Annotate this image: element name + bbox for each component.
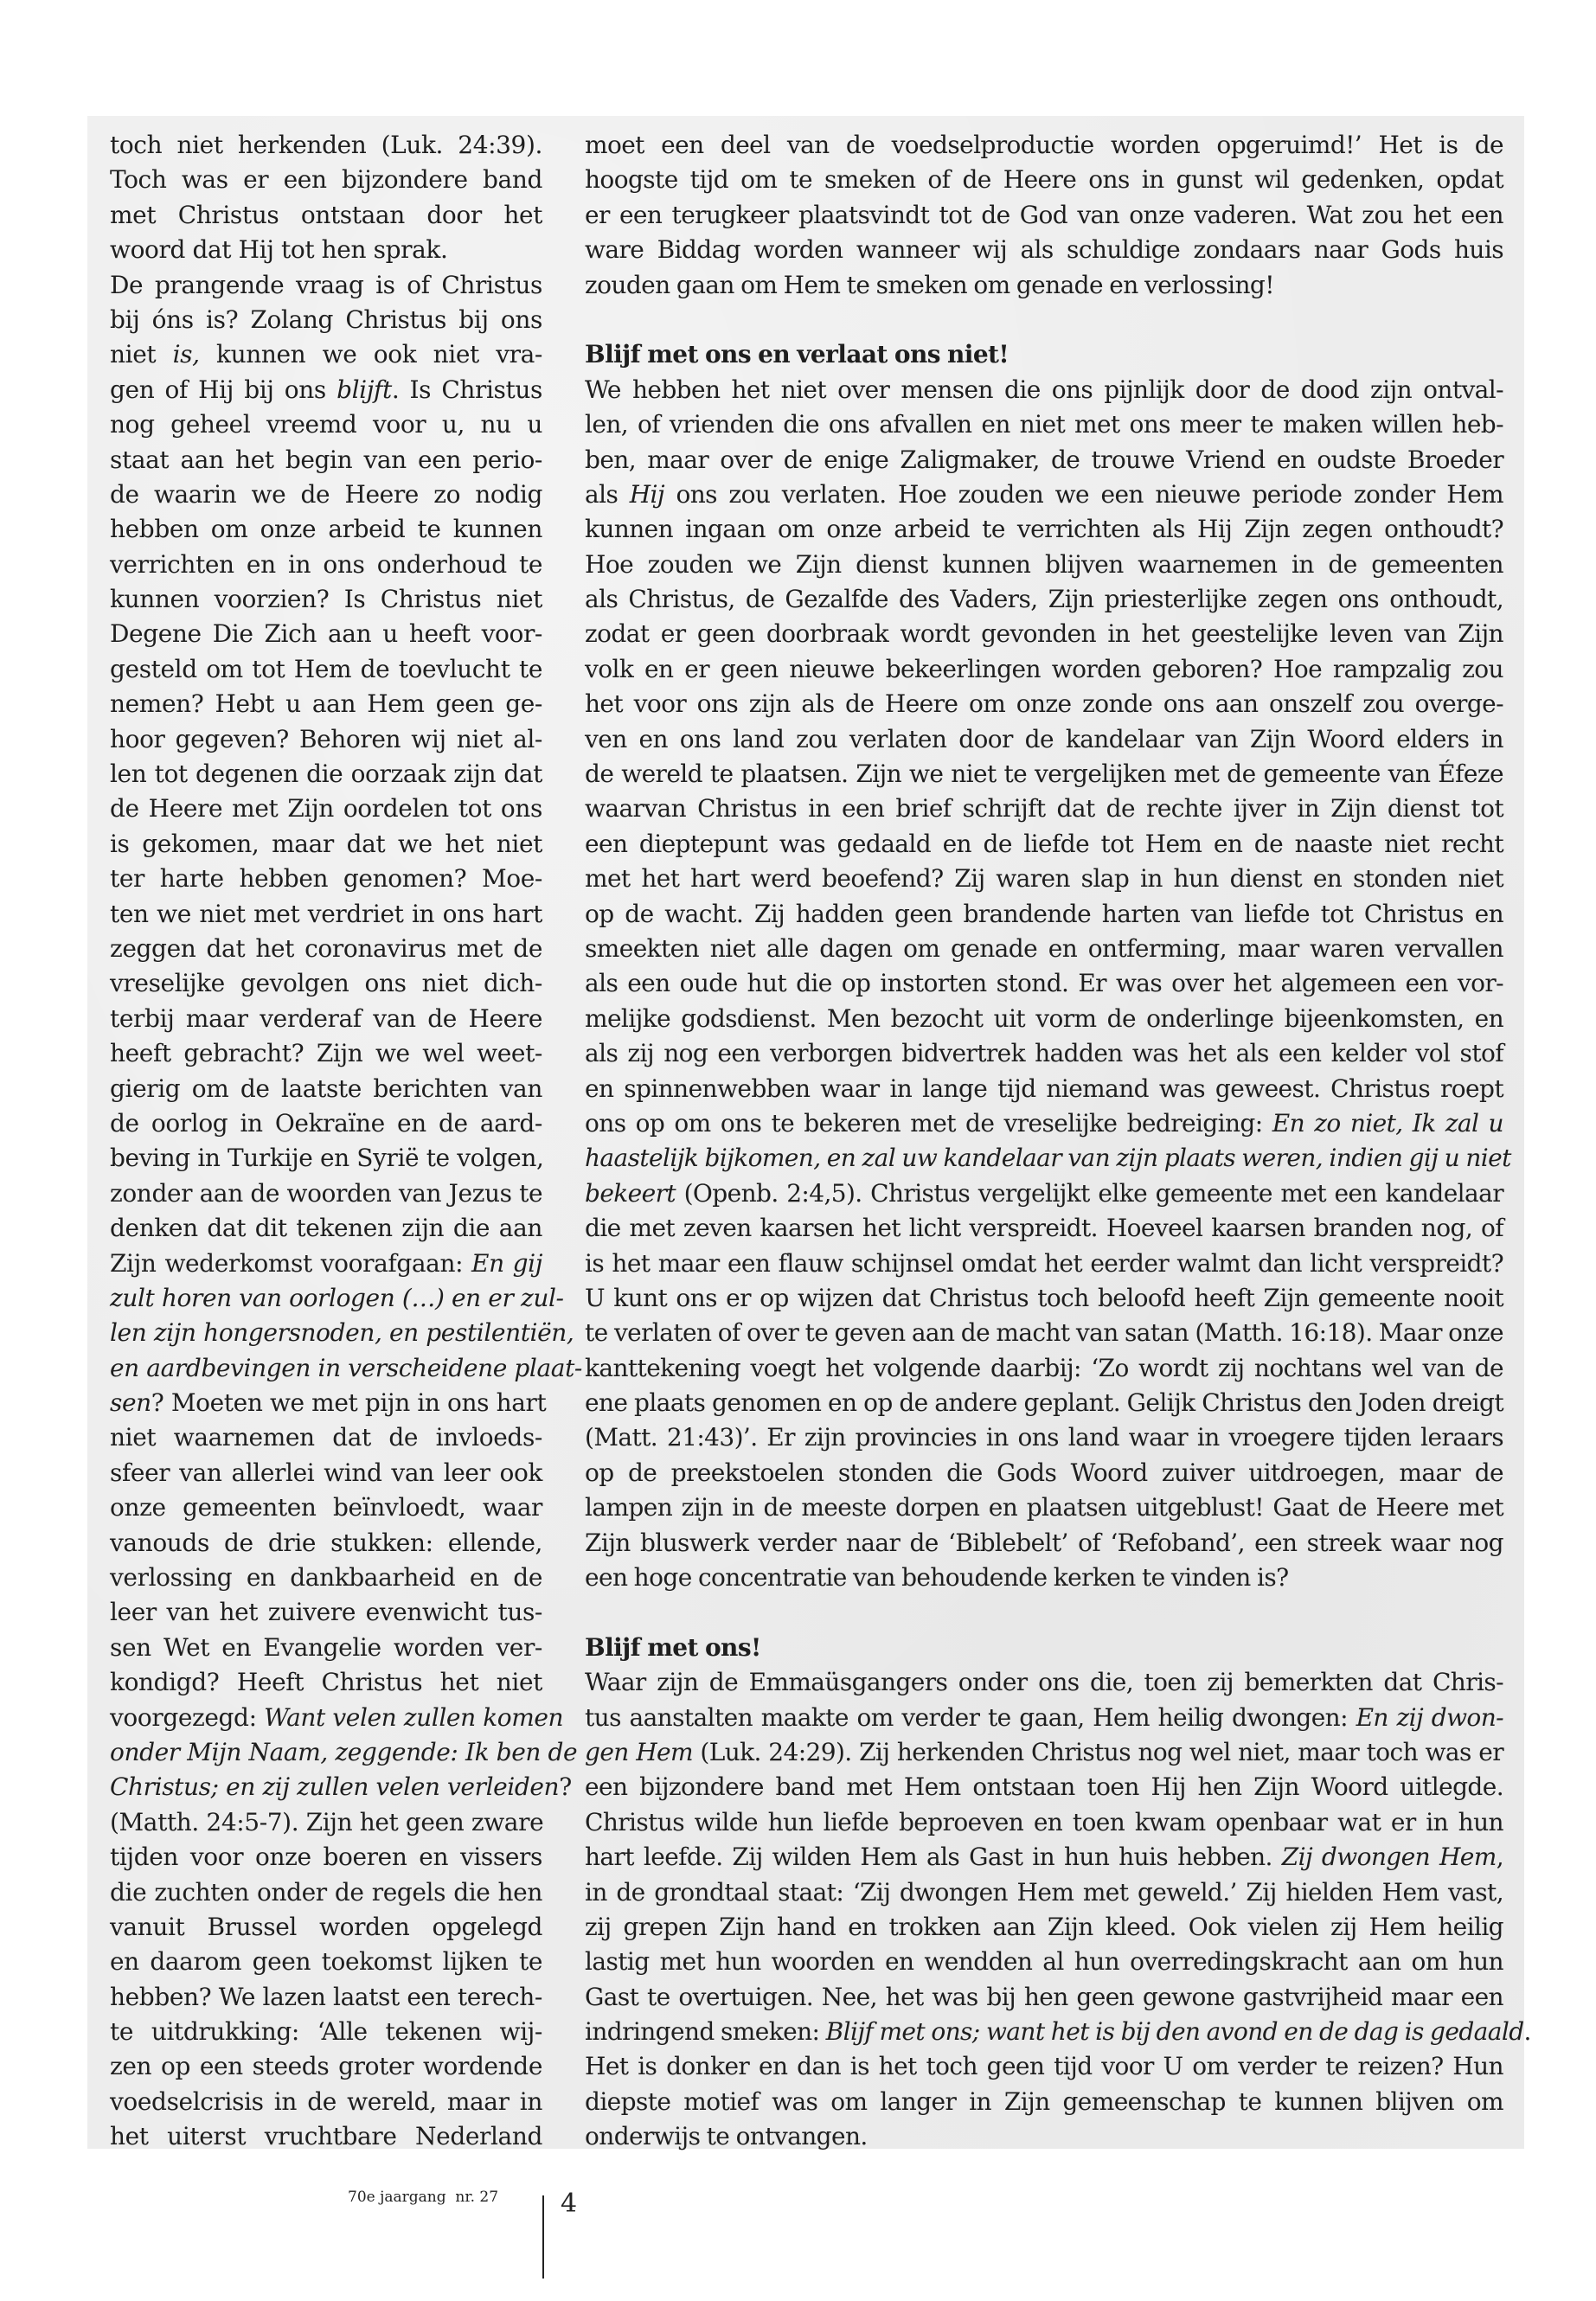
text-line: Toch was er een bijzondere band — [110, 165, 542, 195]
text-line: tijden voor onze boeren en vissers — [110, 1843, 542, 1872]
text-line: als zij nog een verborgen bidvertrek hadden was het als een kelder vol stof — [585, 1039, 1503, 1068]
text-line: zeggen dat het coronavirus met de — [110, 933, 542, 963]
text-line — [110, 1770, 572, 1804]
text-line: staat aan het begin van een perio- — [110, 445, 542, 474]
italic-quote: Zij dwongen Hem — [1281, 1843, 1497, 1872]
text-line: len, of vrienden die ons afvallen en niet met ons meer te maken willen heb- — [585, 410, 1503, 439]
text-line: nog geheel vreemd voor u, nu u — [110, 410, 542, 439]
text-run: , — [1496, 1843, 1503, 1872]
text-line: ene plaats genomen en op de andere geplant. Gelijk Christus den Joden dreigt — [585, 1388, 1503, 1418]
text-line: gesteld om tot Hem de toevlucht te — [110, 654, 542, 683]
text-run: hart leefde. Zij wilden Hem als Gast in hun huis hebben. — [585, 1843, 1282, 1872]
text-line: nemen? Hebt u aan Hem geen ge- — [110, 689, 542, 719]
text-line: Christus wilde hun liefde beproeven en toen kwam openbaar wat er in hun — [585, 1807, 1503, 1836]
text-line: hoor gegeven? Behoren wij niet al- — [110, 724, 542, 753]
text-line: niet waarnemen dat de invloeds- — [110, 1423, 542, 1452]
text-line: verlossing en dankbaarheid en de — [110, 1563, 542, 1593]
text-line: die met zeven kaarsen het licht verspreidt. Hoeveel kaarsen branden nog, of — [585, 1214, 1503, 1243]
text-line: Gast te overtuigen. Nee, het was bij hen geen gewone gastvrijheid maar een — [585, 1982, 1503, 2011]
text-line — [110, 1281, 564, 1316]
text-line: terbij maar verderaf van de Heere — [110, 1003, 542, 1033]
text-line: lastig met hun woorden en wendden al hun overredingskracht aan om hun — [585, 1947, 1503, 1977]
text-line: beving in Turkije en Syrië te volgen, — [110, 1144, 544, 1173]
text-line: We hebben het niet over mensen die ons pijnlijk door de dood zijn ontval- — [585, 375, 1503, 404]
text-run: ons zou verlaten. Hoe zouden we een nieuwe periode zonder Hem — [663, 479, 1503, 509]
text-run: ? — [559, 1772, 572, 1802]
footer-divider — [542, 2195, 544, 2279]
text-line: Het is donker en dan is het toch geen tijd voor U om verder te reizen? Hun — [585, 2052, 1503, 2081]
text-line: te verlaten of over te geven aan de macht van satan (Matth. 16:18). Maar onze — [585, 1318, 1503, 1348]
text-line: hebben? We lazen laatst een terech- — [110, 1982, 542, 2011]
italic-quote: Hij — [629, 479, 664, 509]
section-heading: Blijf met ons en verlaat ons niet! — [585, 340, 1010, 369]
text-line: waarvan Christus in een brief schrijft dat de rechte ijver in Zijn dienst tot — [585, 794, 1503, 824]
text-line: Waar zijn de Emmaüsgangers onder ons die, toen zij bemerkten dat Chris- — [585, 1668, 1503, 1697]
text-line — [110, 1247, 542, 1281]
text-line — [585, 1701, 1503, 1735]
italic-quote: Want velen zullen komen — [264, 1702, 564, 1732]
text-line: onderwijs te ontvangen. — [585, 2122, 868, 2151]
text-line: zouden gaan om Hem te smeken om genade en verlossing! — [585, 270, 1274, 299]
text-line: melijke godsdienst. Men bezocht uit vorm de onderlinge bijeenkomsten, en — [585, 1003, 1503, 1033]
text-line: kunnen voorzien? Is Christus niet — [110, 585, 542, 614]
italic-quote: is, — [172, 340, 200, 369]
text-line: ware Biddag worden wanneer wij als schuldige zondaars naar Gods huis — [585, 235, 1503, 265]
text-line: zodat er geen doorbraak wordt gevonden in het geestelijke leven van Zijn — [585, 619, 1503, 649]
text-line: (Matt. 21:43)’. Er zijn provincies in ons land waar in vroegere tijden leraars — [585, 1423, 1503, 1452]
text-line: kanttekening voegt het volgende daarbij: ‘Zo wordt zij nochtans wel van de — [585, 1353, 1503, 1382]
text-line: De prangende vraag is of Christus — [110, 270, 542, 299]
article-right-column — [585, 128, 1531, 2155]
text-line: bij óns is? Zolang Christus bij ons — [110, 304, 542, 334]
section-heading: Blijf met ons! — [585, 1632, 761, 1662]
text-line — [585, 2015, 1531, 2049]
text-line — [110, 373, 542, 407]
italic-quote: sen — [110, 1388, 151, 1418]
text-line: de Heere met Zijn oordelen tot ons — [110, 794, 542, 824]
text-line: met Christus ontstaan door het — [110, 200, 542, 229]
text-line: een bijzondere band met Hem ontstaan toen Hij hen Zijn Woord uitlegde. — [585, 1772, 1503, 1802]
text-line — [110, 1316, 574, 1350]
text-run: . — [1523, 2017, 1531, 2047]
text-run: gen of Hij bij ons — [110, 375, 337, 404]
text-line — [110, 1386, 547, 1420]
text-line: onze gemeenten beïnvloedt, waar — [110, 1493, 542, 1522]
article-left-column — [110, 128, 582, 2155]
italic-quote: En gij — [471, 1248, 542, 1278]
text-line: Hoe zouden we Zijn dienst kunnen blijven waarnemen in de gemeenten — [585, 549, 1503, 579]
text-line: volk en er geen nieuwe bekeerlingen worden geboren? Hoe rampzalig zou — [585, 654, 1503, 683]
text-line: op de preekstoelen stonden die Gods Woord zuiver uitdroegen, maar de — [585, 1458, 1503, 1487]
text-line: vanouds de drie stukken: ellende, — [110, 1528, 542, 1557]
text-run: indringend smeken: — [585, 2017, 826, 2047]
italic-quote: bekeert — [585, 1178, 676, 1208]
text-line: de oorlog in Oekraïne en de aard- — [110, 1108, 542, 1138]
text-line: de wereld te plaatsen. Zijn we niet te vergelijken met de gemeente van Éfeze — [585, 760, 1503, 789]
text-line: als een oude hut die op instorten stond. Er was over het algemeen een vor- — [585, 969, 1503, 998]
text-line: woord dat Hij tot hen sprak. — [110, 235, 448, 265]
text-line: sen Wet en Evangelie worden ver- — [110, 1632, 542, 1662]
text-line — [110, 337, 542, 372]
text-line — [585, 1141, 1511, 1176]
text-line: moet een deel van de voedselproductie worden opgeruimd!’ Het is de — [585, 131, 1503, 159]
text-line: ven en ons land zou verlaten door de kandelaar van Zijn Woord elders in — [585, 724, 1503, 753]
text-run: niet — [110, 340, 173, 369]
text-line: toch niet herkenden (Luk. 24:39). — [110, 131, 542, 159]
text-run: ? Moeten we met pijn in ons hart — [151, 1388, 547, 1418]
text-line: ben, maar over de enige Zaligmaker, de trouwe Vriend en oudste Broeder — [585, 445, 1503, 474]
italic-quote: len zijn hongersnoden, en pestilentiën, — [110, 1318, 574, 1348]
text-line: smeekten niet alle dagen om genade en ontferming, maar waren vervallen — [585, 933, 1503, 963]
text-line: vreselijke gevolgen ons niet dich- — [110, 969, 542, 998]
text-line: en spinnenwebben waar in lange tijd niemand was geweest. Christus roept — [585, 1074, 1503, 1103]
text-line: een hoge concentratie van behoudende kerken te vinden is? — [585, 1563, 1289, 1593]
text-line — [585, 1176, 1503, 1211]
text-line: voedselcrisis in de wereld, maar in — [110, 2086, 542, 2116]
text-line: lampen zijn in de meeste dorpen en plaatsen uitgeblust! Gaat de Heere met — [585, 1493, 1503, 1522]
text-line: zij grepen Zijn hand en trokken aan Zijn kleed. Ook vielen zij Hem heilig — [585, 1912, 1503, 1941]
italic-quote: En zij dwon- — [1356, 1702, 1503, 1732]
text-line: een dieptepunt was gedaald en de liefde tot Hem en de naaste niet recht — [585, 829, 1503, 858]
italic-quote: haastelijk bijkomen, en zal uw kandelaar van zijn plaats weren, indien gij u niet — [585, 1144, 1511, 1173]
italic-quote: onder Mijn Naam, zeggende: Ik ben de — [110, 1737, 578, 1766]
text-line: hoogste tijd om te smeken of de Heere ons in gunst wil gedenken, opdat — [585, 165, 1503, 195]
paragraph-gap — [585, 1595, 1503, 1630]
page-number: 4 — [561, 2189, 578, 2219]
text-run: als — [585, 479, 630, 509]
text-line: verrichten en in ons onderhoud te — [110, 549, 542, 579]
text-line: zonder aan de woorden van Jezus te — [110, 1178, 543, 1208]
text-line: denken dat dit tekenen zijn die aan — [110, 1214, 542, 1243]
text-line: Degene Die Zich aan u heeft voor- — [110, 619, 542, 649]
text-line: Zijn bluswerk verder naar de ‘Biblebelt’ of ‘Refoband’, een streek waar nog — [585, 1528, 1503, 1557]
text-line: hebben om onze arbeid te kunnen — [110, 515, 542, 544]
text-line: te uitdrukking: ‘Alle tekenen wij- — [110, 2017, 542, 2047]
text-line — [585, 1735, 1503, 1770]
text-line: heeft gebracht? Zijn we wel weet- — [110, 1039, 542, 1068]
text-line: op de wacht. Zij hadden geen brandende harten van liefde tot Christus en — [585, 899, 1503, 928]
paragraph-gap — [585, 303, 1503, 337]
text-line: ter harte hebben genomen? Moe- — [110, 864, 542, 894]
text-line: het voor ons zijn als de Heere om onze zonde ons aan onszelf zou overge- — [585, 689, 1503, 719]
text-run: Zijn wederkomst voorafgaan: — [110, 1248, 472, 1278]
text-line — [110, 1351, 582, 1386]
italic-quote: Christus; en zij zullen velen verleiden — [110, 1772, 560, 1802]
italic-quote: En zo niet, Ik zal u — [1272, 1108, 1503, 1138]
text-line: als Christus, de Gezalfde des Vaders, Zijn priesterlijke zegen ons onthoudt, — [585, 585, 1503, 614]
text-line: vanuit Brussel worden opgelegd — [110, 1912, 542, 1941]
text-line: len tot degenen die oorzaak zijn dat — [110, 760, 542, 789]
text-run: (Luk. 24:29). Zij herkenden Christus nog wel niet, maar toch was er — [692, 1737, 1503, 1766]
italic-quote: en aardbevingen in verscheidene plaat- — [110, 1353, 582, 1382]
text-line: kondigd? Heeft Christus het niet — [110, 1668, 542, 1697]
text-run: kunnen we ook niet vra- — [199, 340, 542, 369]
text-line — [585, 1840, 1503, 1875]
text-line: en daarom geen toekomst lijken te — [110, 1947, 542, 1977]
italic-quote: gen Hem — [585, 1737, 693, 1766]
text-line: gierig om de laatste berichten van — [110, 1074, 542, 1103]
text-run: . Is Christus — [391, 375, 542, 404]
text-line: is het maar een flauw schijnsel omdat het eerder walmt dan licht verspreidt? — [585, 1248, 1503, 1278]
text-run: (Openb. 2:4,5). Christus vergelijkt elke gemeente met een kandelaar — [676, 1178, 1503, 1208]
text-line: leer van het zuivere evenwicht tus- — [110, 1598, 542, 1627]
text-line — [110, 1701, 564, 1735]
text-line: kunnen ingaan om onze arbeid te verrichten als Hij Zijn zegen onthoudt? — [585, 515, 1503, 544]
italic-quote: Blijf met ons; want het is bij den avond en de dag is gedaald — [825, 2017, 1524, 2047]
text-run: tus aanstalten maakte om verder te gaan, Hem heilig dwongen: — [585, 1702, 1356, 1732]
text-line — [585, 1106, 1503, 1141]
text-line: sfeer van allerlei wind van leer ook — [110, 1458, 542, 1487]
italic-quote: blijft — [337, 375, 392, 404]
text-line: in de grondtaal staat: ‘Zij dwongen Hem met geweld.’ Zij hielden Hem vast, — [585, 1877, 1503, 1907]
text-line — [585, 478, 1503, 512]
text-line: er een terugkeer plaatsvindt tot de God van onze vaderen. Wat zou het een — [585, 200, 1503, 229]
text-run: ons op om ons te bekeren met de vreselijke bedreiging: — [585, 1108, 1272, 1138]
text-line — [110, 1735, 578, 1770]
italic-quote: zult horen van oorlogen (…) en er zul- — [110, 1283, 564, 1312]
text-line: het uiterst vruchtbare Nederland — [110, 2122, 542, 2151]
text-line: met het hart werd beoefend? Zij waren slap in hun dienst en stonden niet — [585, 864, 1503, 894]
text-line: die zuchten onder de regels die hen — [110, 1877, 542, 1907]
text-line: de waarin we de Heere zo nodig — [110, 479, 542, 509]
issue-label: 70e jaargang nr. 27 — [348, 2189, 499, 2206]
text-line: (Matth. 24:5-7). Zijn het geen zware — [110, 1807, 544, 1836]
text-run: voorgezegd: — [110, 1702, 265, 1732]
text-line: U kunt ons er op wijzen dat Christus toch beloofd heeft Zijn gemeente nooit — [585, 1283, 1503, 1312]
text-line: is gekomen, maar dat we het niet — [110, 829, 542, 858]
text-line: ten we niet met verdriet in ons hart — [110, 899, 542, 928]
text-line: diepste motief was om langer in Zijn gemeenschap te kunnen blijven om — [585, 2086, 1503, 2116]
text-line: zen op een steeds groter wordende — [110, 2052, 542, 2081]
